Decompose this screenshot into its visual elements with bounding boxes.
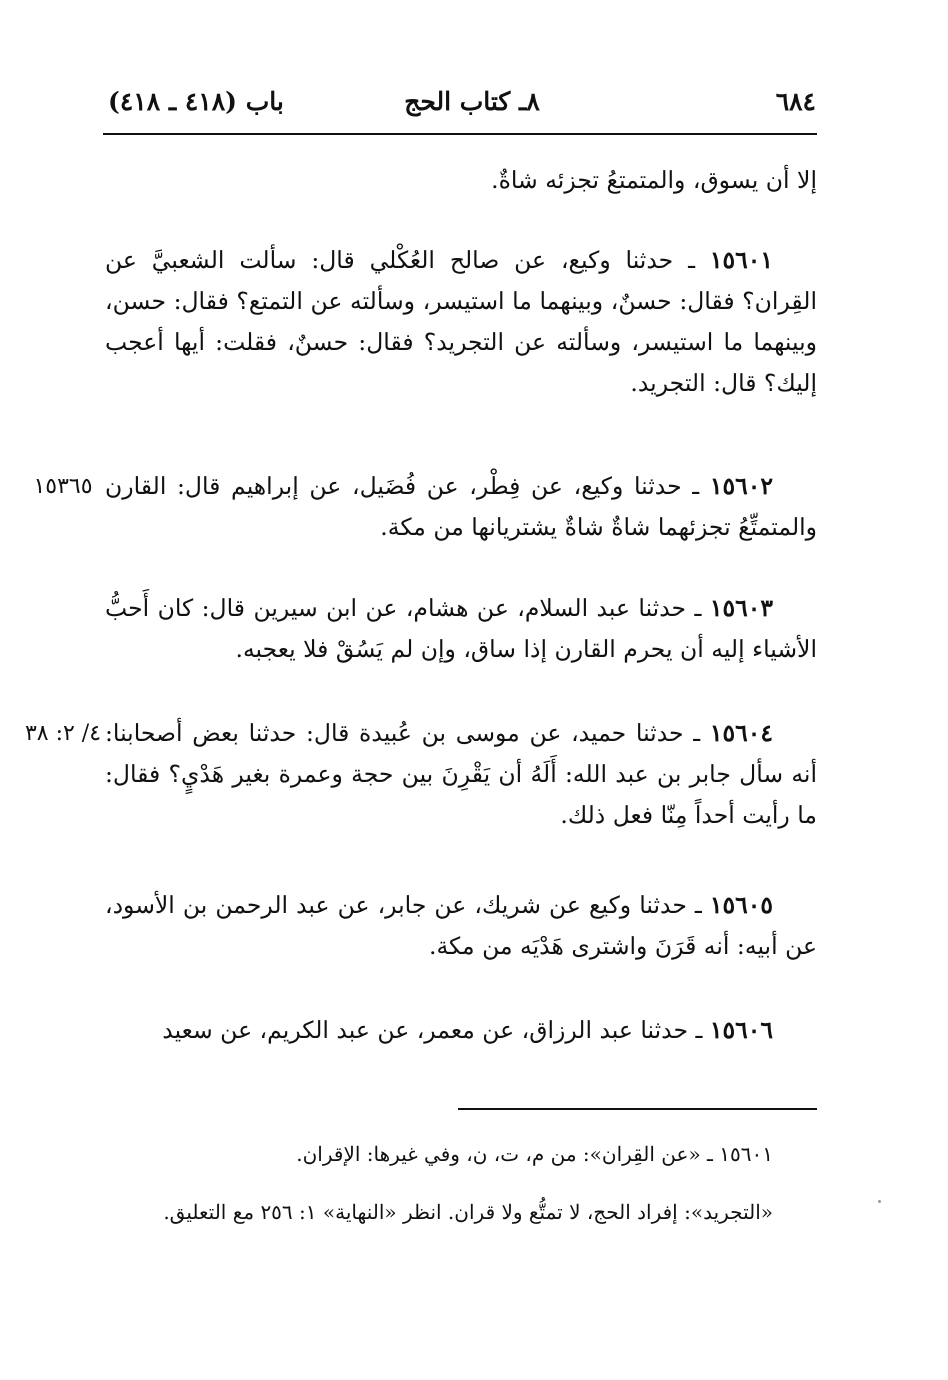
margin-reference: ٤/ ٢: ٣٨ bbox=[24, 721, 102, 746]
hadith-15603 bbox=[105, 588, 817, 670]
hadith-15602 bbox=[105, 466, 817, 548]
hadith-text: ـ حدثنا وكيع، عن صالح العُكْلي قال: سألت الشعبيَّ عن القِران؟ فقال: حسنٌ، وبينهما ما استيسر، وسألته عن التمتع؟ فقال: حسن، وبينهما ما استيسر، وسألته عن التجريد؟ فقال: حسنٌ، فقلت: أيها أعجب إليك؟ قال: التجريد. bbox=[105, 246, 817, 397]
hadith-number: ١٥٦٠٥ bbox=[709, 891, 773, 919]
paragraph-continuation bbox=[105, 160, 817, 201]
hadith-text: ـ حدثنا عبد السلام، عن هشام، عن ابن سيرين قال: كان أَحبُّ الأشياء إليه أن يحرم القارن إذا ساق، وإن لم يَسُقْ فلا يعجبه. bbox=[105, 594, 817, 663]
scan-speck bbox=[878, 1200, 881, 1203]
footnote: ١٥٦٠١ ـ «عن القِران»: من م، ت، ن، وفي غيرها: الإقران. bbox=[296, 1142, 773, 1166]
chapter-label: باب (٤١٨ ـ ٤١٨) bbox=[108, 87, 284, 116]
hadith-text: ـ حدثنا وكيع عن شريك، عن جابر، عن عبد الرحمن بن الأسود، عن أبيه: أنه قَرَنَ واشترى هَدْيَه من مكة. bbox=[105, 891, 817, 960]
page-number: ٦٨٤ bbox=[775, 87, 816, 116]
hadith-text: ـ حدثنا عبد الرزاق، عن معمر، عن عبد الكريم، عن سعيد bbox=[162, 1016, 703, 1044]
footnote: «التجريد»: إفراد الحج، لا تمتُّع ولا قران. انظر «النهاية» ١: ٢٥٦ مع التعليق. bbox=[163, 1200, 773, 1224]
paragraph-text: إلا أن يسوق، والمتمتعُ تجزئه شاةٌ. bbox=[491, 166, 817, 194]
hadith-number: ١٥٦٠٦ bbox=[709, 1016, 773, 1044]
hadith-number: ١٥٦٠٣ bbox=[709, 594, 773, 622]
hadith-15601 bbox=[105, 240, 817, 404]
hadith-15606 bbox=[105, 1010, 817, 1051]
hadith-number: ١٥٦٠٢ bbox=[709, 472, 773, 500]
footnote-rule bbox=[458, 1108, 817, 1110]
hadith-number: ١٥٦٠١ bbox=[709, 246, 773, 274]
hadith-number: ١٥٦٠٤ bbox=[709, 719, 773, 747]
hadith-15605 bbox=[105, 885, 817, 967]
book-title-text: ٨ـ كتاب الحج bbox=[404, 87, 540, 116]
hadith-text: ـ حدثنا حميد، عن موسى بن عُبيدة قال: حدثنا بعض أصحابنا: أنه سأل جابر بن عبد الله: أَلَهُ أن يَقْرِنَ بين حجة وعمرة بغير هَدْيٍ؟ فقال: ما رأيت أحداً مِنّا فعل ذلك. bbox=[105, 719, 817, 829]
hadith-text: ـ حدثنا وكيع، عن فِطْر، عن فُضَيل، عن إبراهيم قال: القارن والمتمتِّعُ تجزئهما شاةٌ شاةٌ يشتريانها من مكة. bbox=[105, 472, 817, 541]
header-rule bbox=[103, 133, 817, 135]
hadith-15604 bbox=[105, 713, 817, 836]
margin-reference: ١٥٣٦٥ bbox=[33, 474, 93, 499]
